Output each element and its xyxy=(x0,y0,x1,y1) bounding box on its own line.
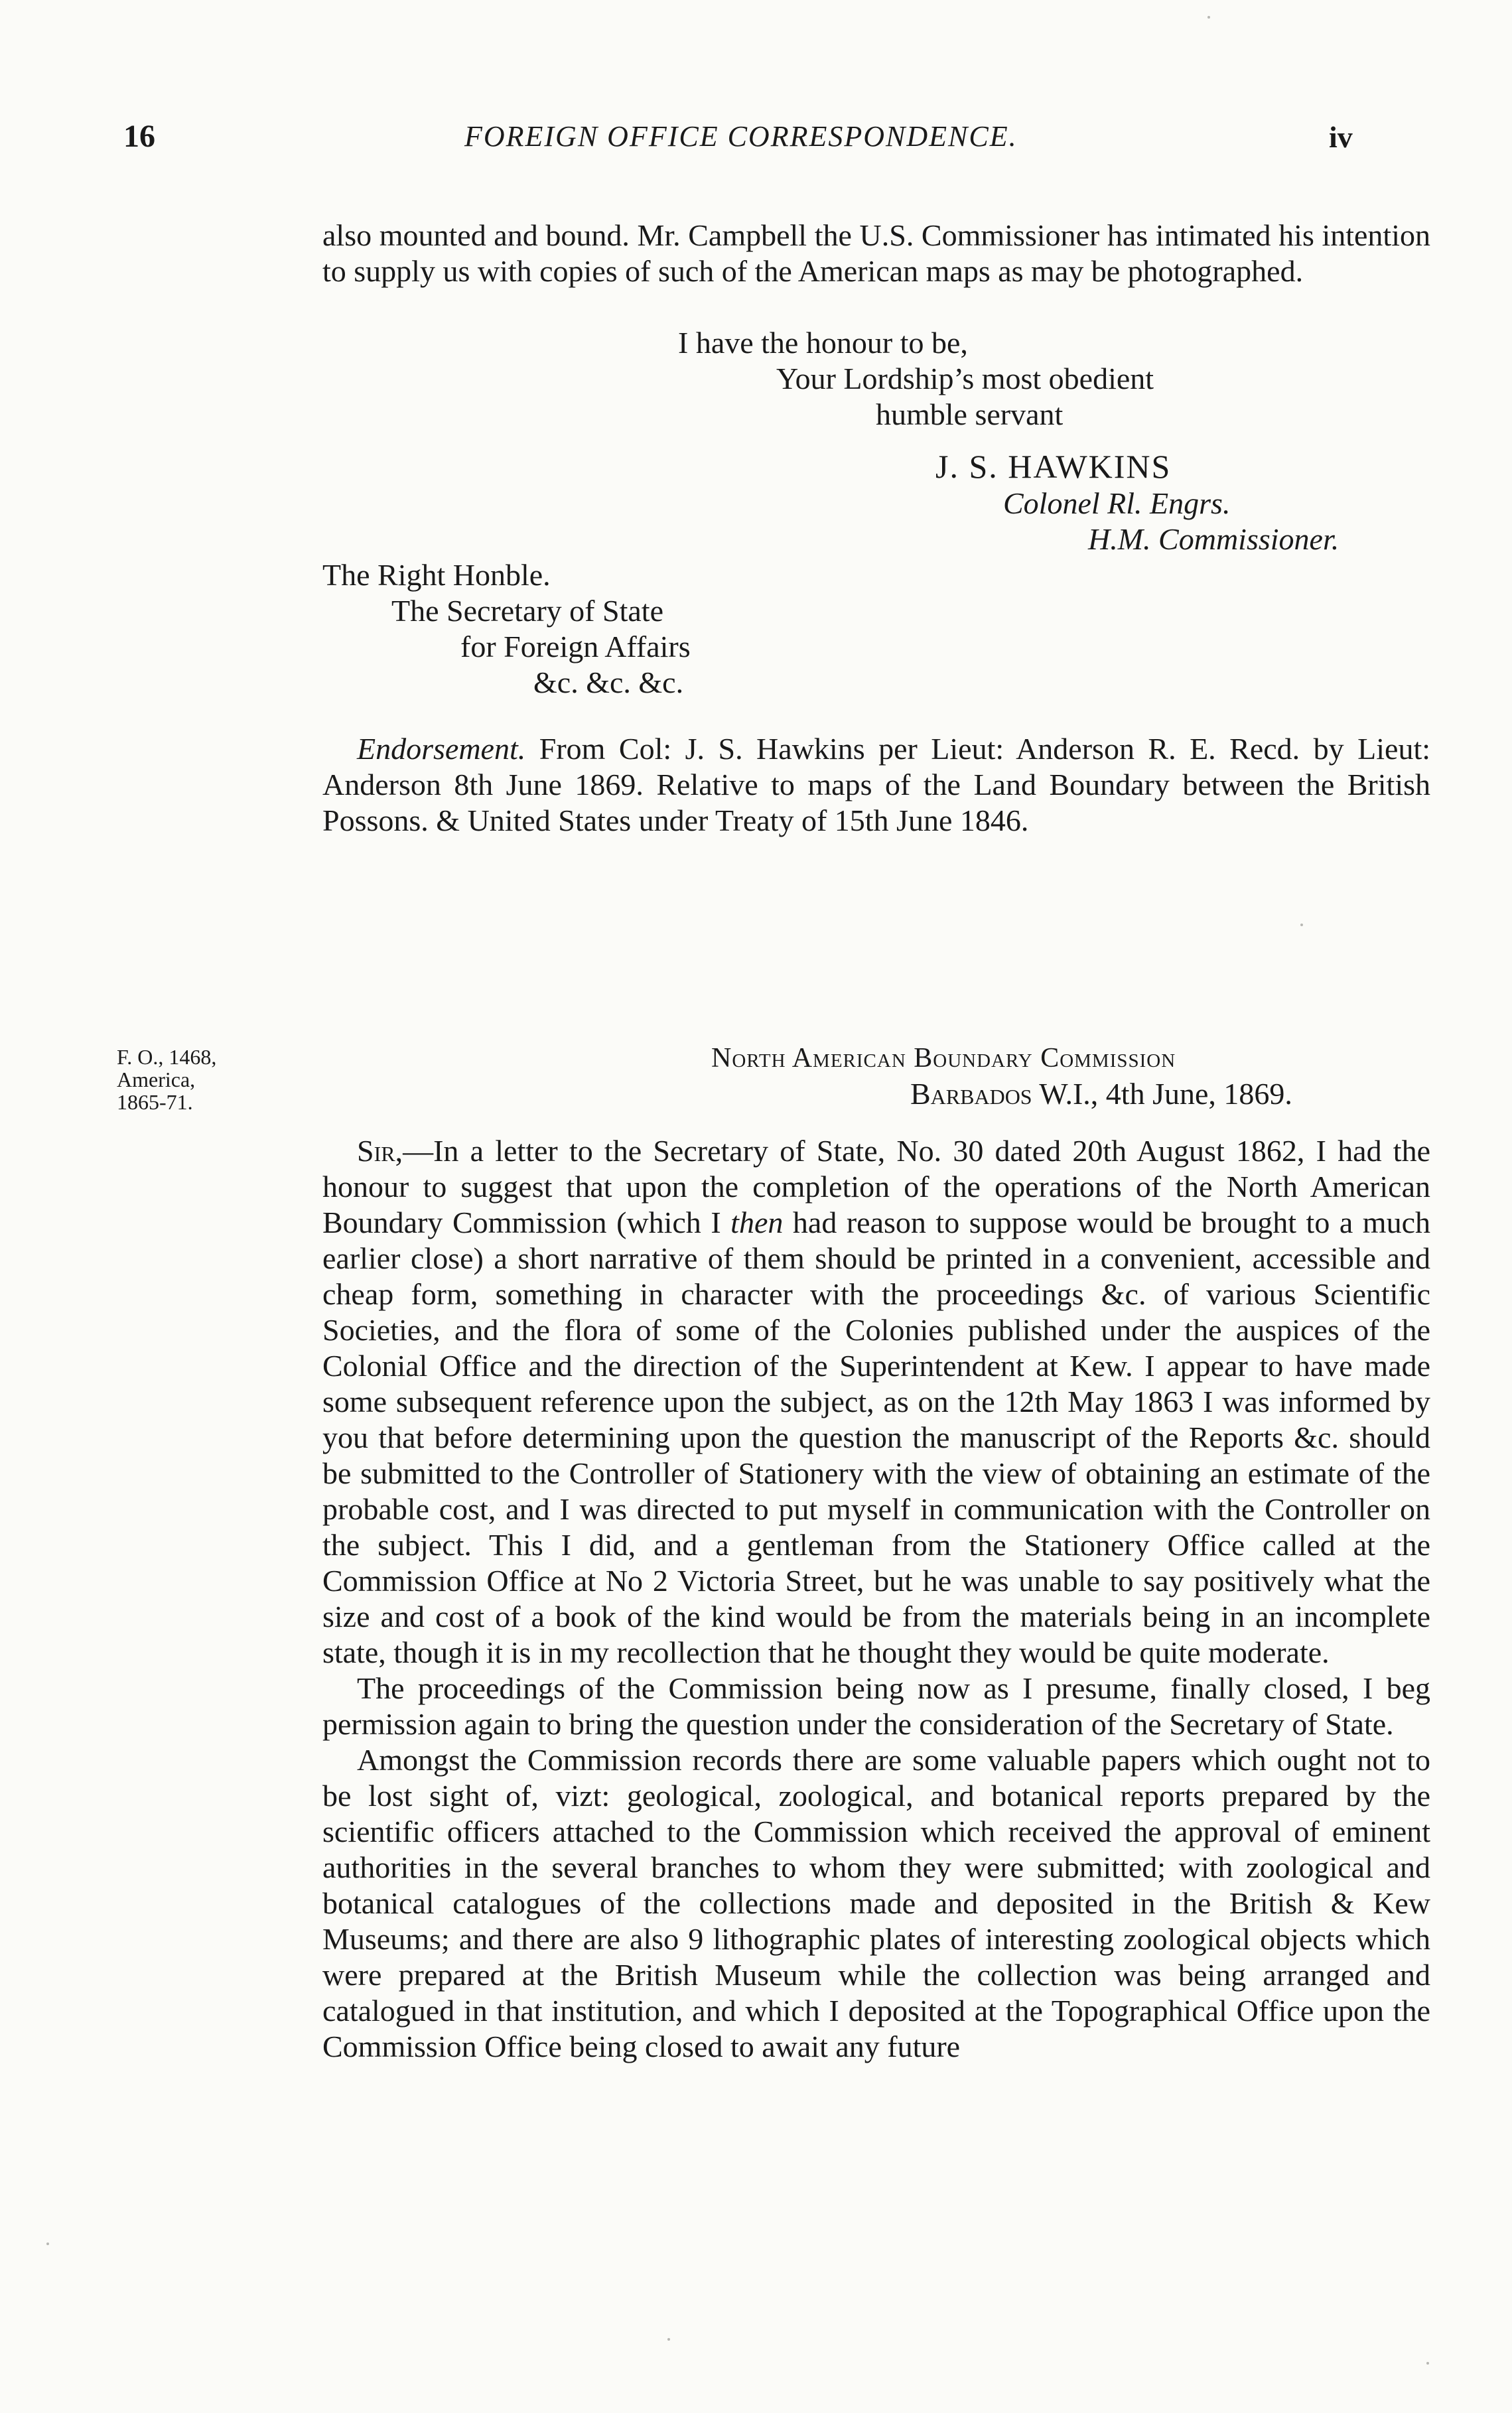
salutation: Sir, xyxy=(357,1134,403,1168)
addressee-line-1: The Right Honble. xyxy=(322,558,551,592)
endorsement xyxy=(322,731,1430,839)
paragraph-1-emphasis: then xyxy=(730,1206,784,1239)
paper-speck xyxy=(667,2338,670,2341)
paper-speck xyxy=(1300,924,1303,926)
closing-line-3: humble servant xyxy=(876,397,1064,431)
letter-two-heading-place-date xyxy=(910,1076,1292,1112)
margin-reference-note xyxy=(117,1046,296,1113)
heading-date: W.I., 4th June, 1869. xyxy=(1039,1077,1292,1111)
closing-line-1: I have the honour to be, xyxy=(678,326,968,360)
letter-two-paragraph-1 xyxy=(322,1133,1430,1671)
endorsement-label: Endorsement. xyxy=(357,732,526,766)
signature-title-commissioner: H.M. Commissioner. xyxy=(1088,522,1340,556)
margin-note-line-1: F. O., 1468, xyxy=(117,1045,217,1069)
signature-title-rank: Colonel Rl. Engrs. xyxy=(1003,486,1231,520)
letter-two-body xyxy=(322,1133,1430,2065)
addressee-line-4: &c. &c. &c. xyxy=(533,665,684,699)
paper-speck xyxy=(1207,16,1210,19)
heading-place: Barbados xyxy=(910,1077,1032,1111)
signature-name: J. S. HAWKINS xyxy=(935,448,1172,485)
closing-line-2: Your Lordship’s most obedient xyxy=(776,362,1154,395)
letter-two-paragraph-2: The proceedings of the Commission being now as I presume, finally closed, I beg permission again to bring the question under the consideration of the Secretary of State. xyxy=(322,1671,1430,1741)
paragraph-1-start: —In a letter to the Secretary of State, No. 30 dated 20th August 1862, I had the honour to suggest that upon the completion of the operations of the North American Boundary Commission (which I xyxy=(322,1134,1430,1239)
volume-mark: iv xyxy=(1329,120,1353,154)
margin-note-line-2: America, xyxy=(117,1068,196,1091)
margin-note-line-3: 1865-71. xyxy=(117,1090,193,1114)
letter-two-paragraph-3: Amongst the Commission records there are some valuable papers which ought not to be lost sight of, vizt: geological, zoological, and botanical reports prepared by the scientific officers attached to the Commission which received the approval of eminent authorities in the several branches to whom they were submitted; with zoological and botanical catalogues of the collections made and deposited in the British & Kew Museums; and there are also 9 lithographic plates of interesting zoological objects which were prepared at the British Museum while the collection was being arranged and catalogued in that institution, and which I deposited at the Topographical Office upon the Commission Office being closed to await any future xyxy=(322,1743,1430,2063)
page-number: 16 xyxy=(123,119,155,154)
opening-paragraph: also mounted and bound. Mr. Campbell the U.S. Commissioner has intimated his intention to supply us with copies of such of the American maps as may be photographed. xyxy=(322,218,1430,288)
letter-two-heading-commission: North American Boundary Commission xyxy=(711,1043,1176,1073)
paper-speck xyxy=(46,2242,49,2245)
paper-speck xyxy=(1426,2362,1429,2365)
endorsement-text: From Col: J. S. Hawkins per Lieut: Anderson R. E. Recd. by Lieut: Anderson 8th June 1869. Relative to maps of the Land Boundary between the British Possons. & United States under Treaty of 15th June 1846. xyxy=(322,732,1430,837)
addressee-line-3: for Foreign Affairs xyxy=(460,630,691,663)
letter-one-opening-paragraph xyxy=(322,218,1430,289)
running-title: FOREIGN OFFICE CORRESPONDENCE. xyxy=(464,120,1018,153)
paragraph-1-rest: had reason to suppose would be brought to a much earlier close) a short narrative of them should be printed in a convenient, accessible and cheap form, something in character with the proceedings &c. of various Scientific Societies, and the flora of some of the Colonies published under the auspices of the Colonial Office and the direction of the Superintendent at Kew. I appear to have made some subsequent reference upon the subject, as on the 12th May 1863 I was informed by you that before determining upon the question the manuscript of the Reports &c. should be submitted to the Controller of Stationery with the view of obtaining an estimate of the probable cost, and I was directed to put myself in communication with the Controller on the subject. This I did, and a gentleman from the Stationery Office called at the Commission Office at No 2 Victoria Street, but he was unable to say positively what the size and cost of a book of the kind would be from the materials being in an incomplete state, though it is in my recollection that he thought they would be quite moderate. xyxy=(322,1206,1430,1669)
addressee-line-2: The Secretary of State xyxy=(391,594,663,628)
